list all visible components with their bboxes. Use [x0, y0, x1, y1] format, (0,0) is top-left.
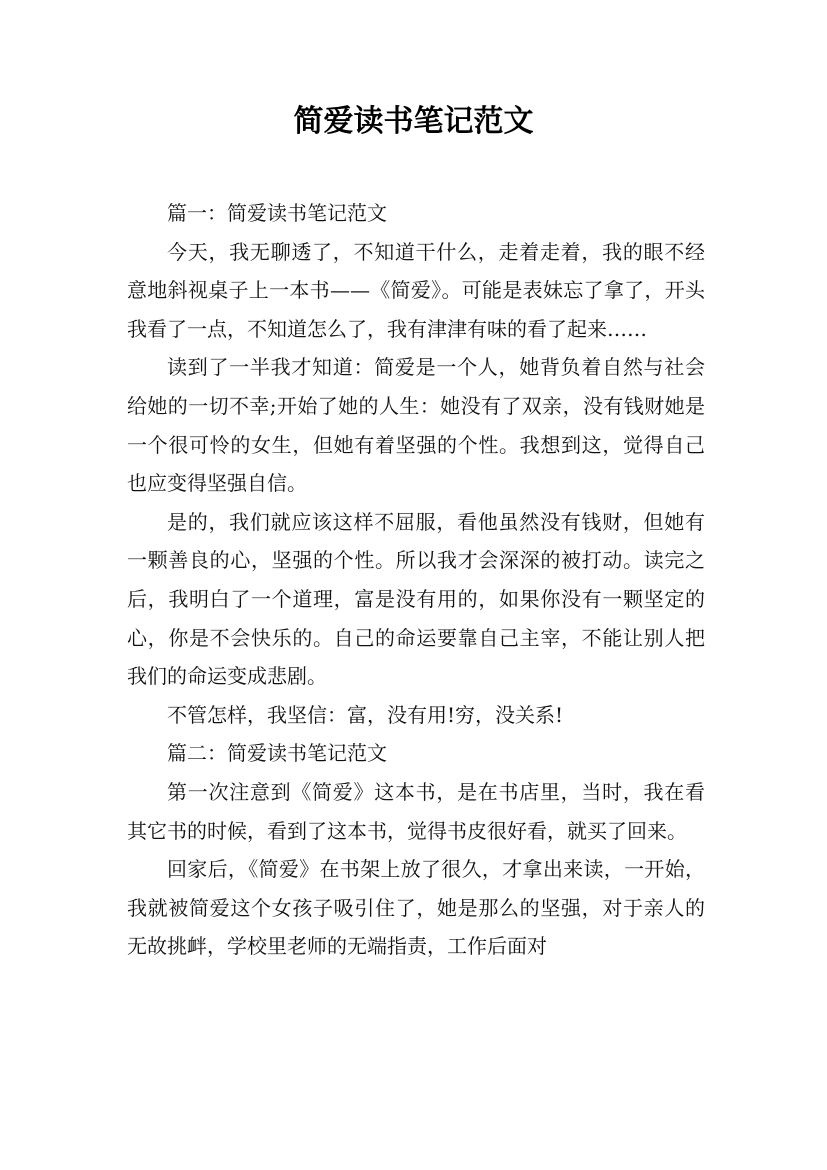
paragraph: 是的，我们就应该这样不屈服，看他虽然没有钱财，但她有一颗善良的心，坚强的个性。所以我才会深深的被打动。读完之后，我明白了一个道理，富是没有用的，如果你没有一颗坚定的心，你是不会快乐的。自己的命运要靠自己主宰，不能让别人把我们的命运变成悲剧。	[127, 509, 705, 689]
paragraph: 回家后，《简爱》在书架上放了很久，才拿出来读，一开始，我就被简爱这个女孩子吸引住了，她是那么的坚强，对于亲人的无故挑衅，学校里老师的无端指责，工作后面对	[127, 857, 705, 959]
paragraph: 不管怎样，我坚信：富，没有用!穷，没关系!	[167, 702, 564, 727]
paragraph: 今天，我无聊透了，不知道干什么，走着走着，我的眼不经意地斜视桌子上一本书——《简爱》。可能是表妹忘了拿了，开头我看了一点，不知道怎么了，我有津津有味的看了起来……	[127, 239, 705, 341]
section-heading: 篇一：简爱读书笔记范文	[167, 201, 387, 225]
document-title: 简爱读书笔记范文	[293, 104, 534, 139]
section-heading: 篇二：简爱读书笔记范文	[167, 741, 387, 766]
document-body	[127, 194, 705, 966]
paragraph: 读到了一半我才知道：简爱是一个人，她背负着自然与社会给她的一切不幸;开始了她的人生：她没有了双亲，没有钱财她是一个很可怜的女生，但她有着坚强的个性。我想到这，觉得自己也应变得坚强自信。	[127, 355, 705, 496]
paragraph: 第一次注意到《简爱》这本书，是在书店里，当时，我在看其它书的时候，看到了这本书，觉得书皮很好看，就买了回来。	[127, 779, 705, 843]
